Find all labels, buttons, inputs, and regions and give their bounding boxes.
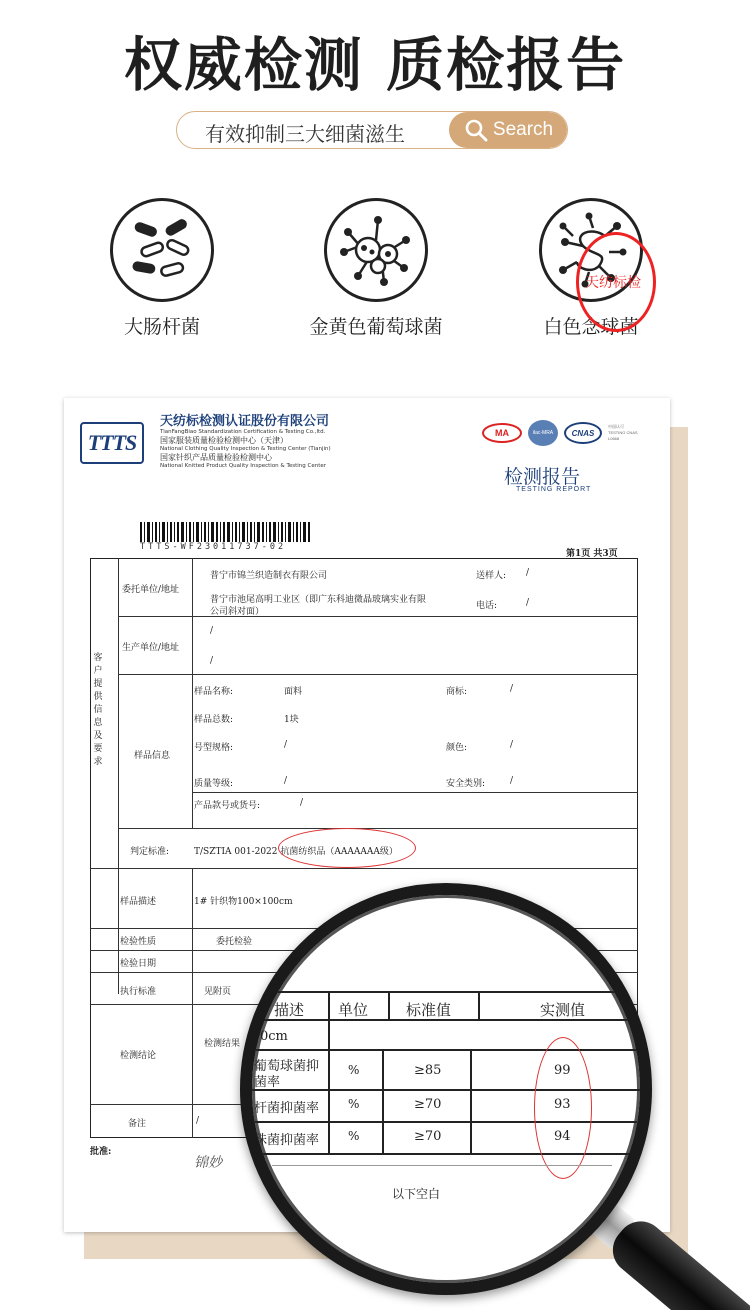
bacteria-label: 白色念球菌: [543, 316, 639, 338]
highlight-oval: [534, 1037, 592, 1179]
brand-value: /: [510, 684, 514, 694]
phone-label: 电话:: [476, 601, 498, 611]
standard-label: 判定标准:: [130, 847, 170, 857]
bacteria-label: 大肠杆菌: [123, 316, 201, 338]
cnas-text: 中国认可 TESTING CNAS L0668: [608, 424, 638, 441]
bacteria-item-staph: [309, 198, 443, 338]
col-header-standard: 标准值: [406, 1001, 452, 1019]
tts-logo: TTTS: [80, 422, 144, 464]
page-number: 第1页 共3页: [566, 549, 618, 559]
product-no-label: 产品款号或货号:: [194, 801, 261, 811]
col-header-unit: 单位: [338, 1001, 369, 1019]
table-line: [118, 616, 638, 617]
signature: 锦妙: [194, 1155, 222, 1171]
table-line: [192, 792, 638, 793]
sender-value: /: [526, 568, 530, 578]
safety-label: 安全类别:: [446, 779, 486, 789]
row-standard: ≥70: [414, 1097, 442, 1112]
center2-name-en: National Knitted Product Quality Inspection & Testing Center: [160, 463, 327, 469]
row-unit: %: [348, 1063, 360, 1077]
report-title: 检测报告: [504, 466, 581, 488]
ilac-mark: ilac-MRA: [528, 420, 558, 446]
model-value: /: [284, 740, 288, 750]
table-line: [272, 1165, 612, 1166]
table-line: [328, 991, 330, 1153]
safety-value: /: [510, 776, 514, 786]
col-header-desc: 描述: [274, 1001, 305, 1019]
row-unit: %: [348, 1097, 360, 1111]
ma-mark: MA: [482, 423, 522, 443]
table-line: [90, 868, 638, 869]
side-label: 客户提供信息及要求: [93, 653, 103, 767]
table-line: [388, 991, 390, 1019]
row-name: 葡萄球菌抑: [254, 1059, 320, 1074]
headline: 权威检测 质检报告: [123, 31, 627, 99]
magnified-table: [252, 895, 640, 1283]
row-name: 珠菌抑菌率: [254, 1133, 320, 1148]
table-line: [382, 1049, 384, 1153]
remark-value: /: [196, 1116, 200, 1126]
row-measured: 99: [554, 1063, 571, 1078]
sample-name-value: 面料: [284, 687, 303, 697]
exec-label: 执行标准: [120, 987, 157, 997]
color-label: 颜色:: [446, 743, 468, 753]
search-button-label: Search: [492, 119, 554, 140]
producer-label: 生产单位/地址: [122, 643, 180, 653]
table-line: [192, 558, 193, 828]
product-no-value: /: [300, 798, 304, 808]
grade-label: 质量等级:: [194, 779, 234, 789]
barcode-text: TTTS-WF23011737-02: [140, 542, 287, 552]
company-block: [160, 410, 331, 469]
center2-name: 国家针织产品质量检验检测中心: [160, 453, 272, 462]
sample-info-label: 样品信息: [134, 751, 171, 761]
sample-name-label: 样品名称:: [194, 687, 234, 697]
search-bar: [176, 111, 568, 149]
search-bar-text: 有效抑制三大细菌滋生: [205, 122, 405, 146]
blank-footer: 以下空白: [392, 1187, 441, 1201]
nature-label: 检验性质: [120, 937, 157, 947]
rod-bacteria-icon: [127, 215, 197, 285]
row-name: 杆菌抑菌率: [254, 1101, 320, 1116]
size-fragment: 0cm: [260, 1029, 288, 1044]
remark-label: 备注: [128, 1119, 147, 1129]
producer-value-1: /: [210, 626, 214, 636]
row-standard: ≥85: [414, 1063, 442, 1078]
table-line: [478, 991, 480, 1019]
grade-value: /: [284, 776, 288, 786]
conclusion-value: 检测结果: [204, 1039, 241, 1049]
sample-desc-value: 1# 针织物100×100cm: [194, 897, 293, 907]
company-name: 天纺标检测认证股份有限公司: [160, 414, 330, 429]
highlight-oval: [278, 828, 416, 868]
table-line: [252, 1049, 640, 1051]
date-label: 检验日期: [120, 959, 157, 969]
staph-bacteria-icon: [338, 212, 414, 288]
sample-desc-label: 样品描述: [120, 897, 157, 907]
conclusion-label: 检测结论: [120, 1051, 157, 1061]
standard-value: T/SZTIA 001-2022 抗菌纺织品（AAAAAAA级）: [194, 847, 398, 857]
row-name-2: 菌率: [254, 1075, 281, 1090]
brand-label: 商标:: [446, 687, 468, 697]
company-name-en: TianFangBiao Standardization Certification & Testing Co.,ltd.: [160, 429, 326, 435]
cnas-mark: CNAS: [564, 422, 602, 444]
magnifier-ring: [240, 883, 652, 1295]
col-header-measured: 实测值: [540, 1001, 586, 1019]
approve-label: 批准:: [90, 1147, 112, 1157]
row-standard: ≥70: [414, 1129, 442, 1144]
search-icon: [463, 117, 489, 143]
model-label: 号型规格:: [194, 743, 234, 753]
cert-marks: [482, 420, 638, 446]
nature-value: 委托检验: [216, 937, 253, 947]
phone-value: /: [526, 598, 530, 608]
barcode: [140, 522, 312, 542]
table-line: [118, 674, 638, 675]
row-unit: %: [348, 1129, 360, 1143]
red-seal: 天纺标检: [576, 232, 656, 332]
color-value: /: [510, 740, 514, 750]
table-line: [470, 1049, 472, 1153]
client-label: 委托单位/地址: [122, 585, 180, 595]
bacteria-item-ecoli: [110, 198, 214, 338]
row-measured: 94: [554, 1129, 571, 1144]
center1-name-en: National Clothing Quality Inspection & Testing Center (Tianjin): [160, 446, 331, 452]
exec-value: 见附页: [204, 987, 232, 997]
client-name: 普宁市锦兰织造制衣有限公司: [210, 571, 328, 581]
bacteria-label: 金黄色葡萄球菌: [309, 316, 443, 338]
producer-value-2: /: [210, 656, 214, 666]
table-line: [118, 828, 638, 829]
table-line: [252, 991, 640, 993]
sender-label: 送样人:: [476, 571, 507, 581]
row-measured: 93: [554, 1097, 571, 1112]
sample-count-value: 1块: [284, 715, 299, 725]
magnifier-lens: [240, 883, 652, 1295]
center1-name: 国家服装质量检验检测中心（天津）: [160, 436, 288, 445]
client-address-2: 公司斜对面）: [210, 607, 265, 617]
report-title-en: TESTING REPORT: [516, 486, 592, 493]
table-line: [192, 868, 193, 1138]
client-address: 普宁市池尾高明工业区（即广东科迪微晶玻璃实业有限: [210, 595, 427, 605]
search-button[interactable]: [449, 112, 567, 148]
sample-count-label: 样品总数:: [194, 715, 234, 725]
